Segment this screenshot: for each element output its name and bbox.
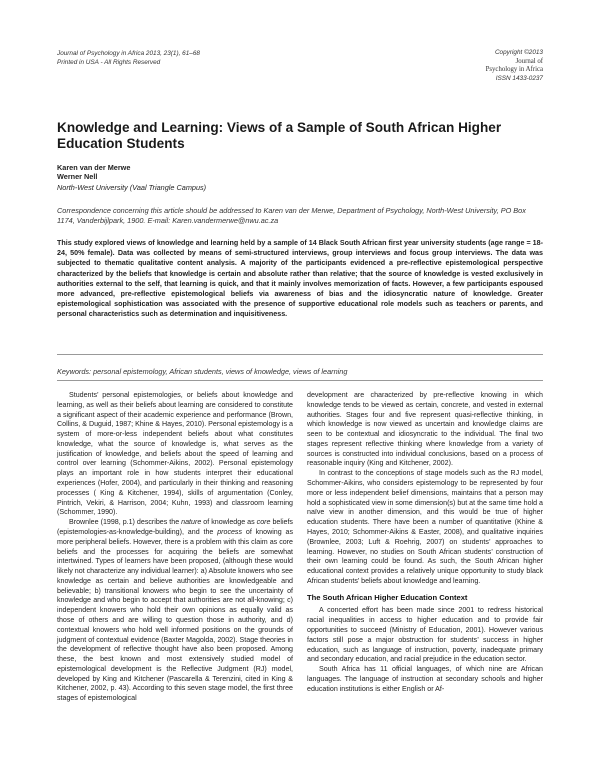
body-paragraph: In contrast to the conceptions of stage models such as the RJ model, Schommer-Aikins, who considers epistemology to be represented by four more or less independent belief dimensions, maintains that a person may hold a sophisticated view in some dimension(s) but at the same time hold a naïve view in another dimension, and this would be true of higher education students. There have been a number of quantitative (Khine & Hayes, 2010; Schommer-Aikins & Easter, 2008), and qualitative inquiries (Brownlee, 2003; Luft & Roehrig, 2007) on students’ approaches to learning. However, no studies on South African students’ construction of their own learning could be found. As such, the South African higher educational context provides a relatively unique opportunity to study black African students’ beliefs about knowledge and learning. bbox=[307, 469, 543, 585]
journal-citation bbox=[57, 49, 200, 67]
section-heading: The South African Higher Education Context bbox=[307, 592, 468, 602]
abstract: This study explored views of knowledge and learning held by a sample of 14 Black South African first year university students (age range = 18-24, 50% female). Data was collected by means of semi-structured interviews, group interviews and focus group interviews. The data was subjected to thematic qualitative content analysis. A majority of the participants evidenced a pre-reflective epistemological perspective characterized by the beliefs that knowledge is certain and absolute rather than relative; that the source of knowledge is vested exclusively in authorities external to the self, that learning is quick, and that it mainly involves memorization of facts. However, a few participants espoused more advanced, pre-reflective epistemological beliefs via awareness of bias and the idiosyncratic nature of knowledge. Greater epistemological sophistication was associated with the presence of supportive educational role models such as teachers or parents, and personal characteristics such as determination and inquisitiveness. bbox=[57, 239, 543, 319]
keywords: Keywords: personal epistemology, African students, views of knowledge, views of learning bbox=[57, 367, 348, 376]
divider bbox=[57, 380, 543, 381]
body-paragraph: South Africa has 11 official languages, of which nine are African languages. The language of instruction at secondary schools and higher education institutions is either English or Af- bbox=[307, 665, 543, 693]
article-title: Knowledge and Learning: Views of a Sample of South African Higher Education Students bbox=[57, 120, 502, 151]
body-paragraph: development are characterized by pre-reflective knowing in which knowledge tends to be viewed as certain, concrete, and vested in external authorities. Stages four and five represent quasi-reflective thinking, in which knowledge is now viewed as uncertain and knowledge claims are seen to be contextual and idiosyncratic to the individual. The final two stages represent reflective thinking where knowledge from a variety of sources is constructed into individual conclusions, based on a process of reasonable inquiry (King and Kitchener, 2002). bbox=[307, 391, 543, 468]
body-paragraph: A concerted effort has been made since 2001 to redress historical racial inequalities in access to higher education and to provide fair opportunities to succeed (Ministry of Education, 2001). However various factors still pose a major obstruction for students’ success in higher education, such as language of instruction, poverty, inadequate primary and secondary education, and racial prejudice in the education sector. bbox=[307, 606, 543, 664]
author-list bbox=[57, 163, 130, 181]
copyright-line: Copyright ©2013 bbox=[494, 49, 543, 56]
printed-line: Printed in USA - All Rights Reserved bbox=[57, 59, 161, 66]
body-paragraph: Students’ personal epistemologies, or beliefs about knowledge and learning, as well as their beliefs about learning are considered to constitute a significant aspect of their academic experience and performance (Brown, Collins, & Duguid, 1987; Khine & Hayes, 2010). Personal epistemology is a system of more-or-less independent beliefs about what constitutes knowledge, what the source of knowledge is, what serves as the justification of knowledge, and beliefs about the speed of learning and control over learning (Schommer-Aikins, 2002). Personal epistemology plays an important role in how students interpret their educational experiences (Hofer, 2004), and particularly in their thinking and reasoning processes ( King & Kitchener, 1994), skills of argumentation (Conley, Pintrich, Vekiri, & Harrison, 2004; Kuhn, 1993) and classroom learning (Schommer, 1990). bbox=[57, 391, 293, 517]
body-paragraph: Brownlee (1998, p.1) describes the nature of knowledge as core beliefs (epistemologies-as-knowledge-building), and the process of knowing as more peripheral beliefs. However, there is a problem with this claim as core beliefs and the processes for acquiring the beliefs are somewhat intertwined. Types of learners have been proposed, (although these would likely not characterize any individual learner): a) Absolute knowers who see knowledge as certain and believe authorities are knowledgeable and believable; b) transitional knowers who begin to see the uncertainty of knowledge and who begin to accept that authorities are not all-knowing; c) independent knowers who hold their own opinions as equally valid as those of others and are willing to question those in authority, and d) contextual knowers who hold well informed positions on the grounds of judgment of contextual evidence (Baxter Magolda, 2002). Stage theories in the development of reflective thought have also been proposed. Among these, the best known and most extensively studied model of epistemological development is the Reflective Judgment (RJ) model, developed by King and Kitchener (Pascarella & Terenzini, cited in King & Kitchener, 2002, p. 43). According to this seven stage model, the first three stages of epistemological bbox=[57, 518, 293, 703]
body-column-left bbox=[57, 391, 293, 704]
correspondence-note: Correspondence concerning this article should be addressed to Karen van der Merwe, Department of Psychology, North-West University, PO Box 1174, Vanderbijlpark, 1900. E-mail: Karen.vandermerwe@nwu.ac.za bbox=[57, 206, 526, 225]
divider bbox=[57, 354, 543, 355]
journal-name-line: Psychology in Africa bbox=[485, 66, 543, 74]
journal-of-line: Journal of bbox=[515, 57, 543, 65]
journal-masthead bbox=[486, 49, 543, 83]
journal-line: Journal of Psychology in Africa 2013, 23(1), 61–68 bbox=[57, 50, 200, 57]
issn-line: ISSN 1433-0237 bbox=[495, 74, 543, 82]
body-column-right bbox=[307, 391, 543, 694]
author-name: Karen van der Merwe bbox=[57, 163, 131, 172]
author-name: Werner Nell bbox=[57, 172, 98, 182]
author-affiliation: North-West University (Vaal Triangle Campus) bbox=[57, 183, 207, 192]
